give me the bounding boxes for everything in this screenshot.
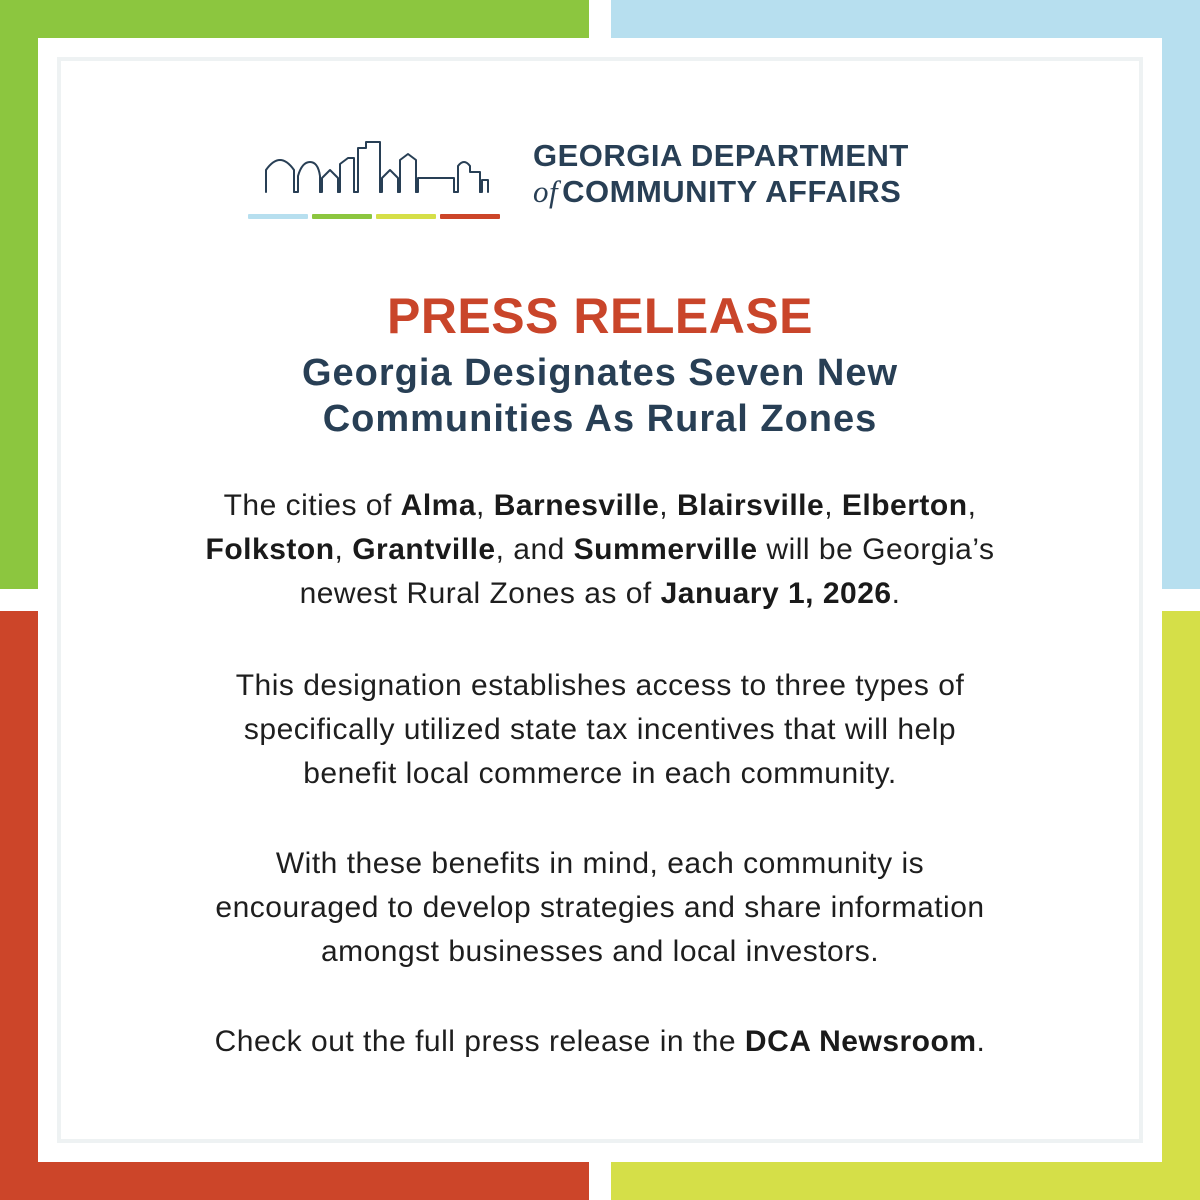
city-name: Folkston bbox=[205, 533, 335, 566]
skyline-logo-icon bbox=[248, 130, 508, 220]
city-name: Alma bbox=[400, 489, 477, 522]
cities-paragraph-line-2 bbox=[78, 528, 1122, 572]
cities-paragraph bbox=[78, 484, 1122, 616]
cities-paragraph-line-1 bbox=[78, 484, 1122, 528]
newsroom-intro-text: Check out the full press release in the bbox=[214, 1025, 745, 1058]
dca-logo bbox=[248, 130, 968, 220]
benefits-line-1: With these benefits in mind, each community is bbox=[275, 847, 925, 880]
designation-line-3: benefit local commerce in each community. bbox=[303, 757, 897, 790]
benefits-paragraph bbox=[78, 842, 1122, 974]
separator: , bbox=[824, 489, 842, 522]
city-name: Summerville bbox=[573, 533, 758, 566]
effective-date: January 1, 2026 bbox=[660, 577, 892, 610]
org-name-of: of bbox=[533, 174, 559, 209]
headline-title bbox=[38, 350, 1162, 442]
period: . bbox=[891, 577, 901, 610]
designation-line-1: This designation establishes access to three types of bbox=[235, 669, 965, 702]
content-card bbox=[38, 38, 1162, 1162]
org-name-line-2-rest: COMMUNITY AFFAIRS bbox=[562, 174, 902, 209]
period: . bbox=[976, 1025, 986, 1058]
cities-paragraph-line-3 bbox=[78, 572, 1122, 616]
separator: , bbox=[967, 489, 977, 522]
city-name: Grantville bbox=[352, 533, 496, 566]
separator: , bbox=[659, 489, 677, 522]
headline-line-2: Communities As Rural Zones bbox=[322, 398, 878, 440]
city-name: Blairsville bbox=[676, 489, 825, 522]
newsroom-paragraph bbox=[78, 1020, 1122, 1064]
separator: , bbox=[476, 489, 494, 522]
benefits-line-3: amongst businesses and local investors. bbox=[320, 935, 880, 968]
headline-line-1: Georgia Designates Seven New bbox=[301, 352, 899, 394]
org-name-line-2 bbox=[533, 174, 909, 210]
org-name-line-1: GEORGIA DEPARTMENT bbox=[533, 138, 909, 173]
cities-rest-text: will be Georgia’s bbox=[757, 533, 995, 566]
newsroom-line bbox=[78, 1020, 1122, 1064]
effective-date-intro: newest Rural Zones as of bbox=[299, 577, 661, 610]
separator: , and bbox=[495, 533, 574, 566]
city-name: Elberton bbox=[841, 489, 968, 522]
designation-line-2: specifically utilized state tax incentives that will help bbox=[243, 713, 957, 746]
dca-newsroom-link[interactable]: DCA Newsroom bbox=[744, 1025, 977, 1058]
designation-paragraph bbox=[78, 664, 1122, 796]
press-release-label: PRESS RELEASE bbox=[386, 288, 814, 344]
separator: , bbox=[334, 533, 353, 566]
cities-intro-text: The cities of bbox=[223, 489, 401, 522]
city-name: Barnesville bbox=[493, 489, 660, 522]
benefits-line-2: encouraged to develop strategies and share information bbox=[215, 891, 985, 924]
org-name bbox=[533, 138, 909, 210]
